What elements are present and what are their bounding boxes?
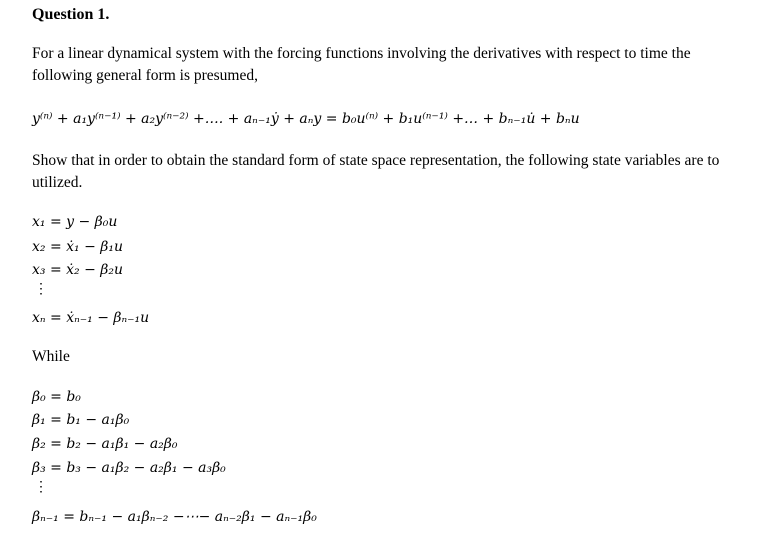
- beta-3: β₃ = b₃ − a₁β₂ − a₂β₁ − a₃β₀: [32, 460, 226, 476]
- question-title: Question 1.: [32, 6, 110, 23]
- while-label: While: [32, 348, 70, 365]
- beta-n-minus-1: βₙ₋₁ = bₙ₋₁ − a₁βₙ₋₂ −⋯− aₙ₋₂β₁ − aₙ₋₁β₀: [32, 509, 317, 525]
- show-paragraph: Show that in order to obtain the standard form of state space representation, the following state variables are to utilized.: [32, 152, 720, 191]
- state-var-1: x₁ = y − β₀u: [32, 214, 118, 230]
- general-form-equation: y⁽ⁿ⁾ + a₁y⁽ⁿ⁻¹⁾ + a₂y⁽ⁿ⁻²⁾ +…. + aₙ₋₁ẏ + aₙy = b₀u⁽ⁿ⁾ + b₁u⁽ⁿ⁻¹⁾ +… + bₙ₋₁u̇ + bₙu: [32, 111, 580, 127]
- beta-0: β₀ = b₀: [32, 389, 81, 405]
- state-var-2: x₂ = ẋ₁ − β₁u: [32, 239, 123, 255]
- vertical-ellipsis-2: ⋮: [34, 480, 48, 495]
- beta-1: β₁ = b₁ − a₁β₀: [32, 412, 130, 428]
- state-var-n: xₙ = ẋₙ₋₁ − βₙ₋₁u: [32, 310, 150, 326]
- state-var-3: x₃ = ẋ₂ − β₂u: [32, 262, 123, 278]
- beta-2: β₂ = b₂ − a₁β₁ − a₂β₀: [32, 436, 178, 452]
- vertical-ellipsis: ⋮: [34, 282, 48, 297]
- intro-paragraph: For a linear dynamical system with the forcing functions involving the derivatives with respect to time the following general form is presumed,: [32, 45, 691, 84]
